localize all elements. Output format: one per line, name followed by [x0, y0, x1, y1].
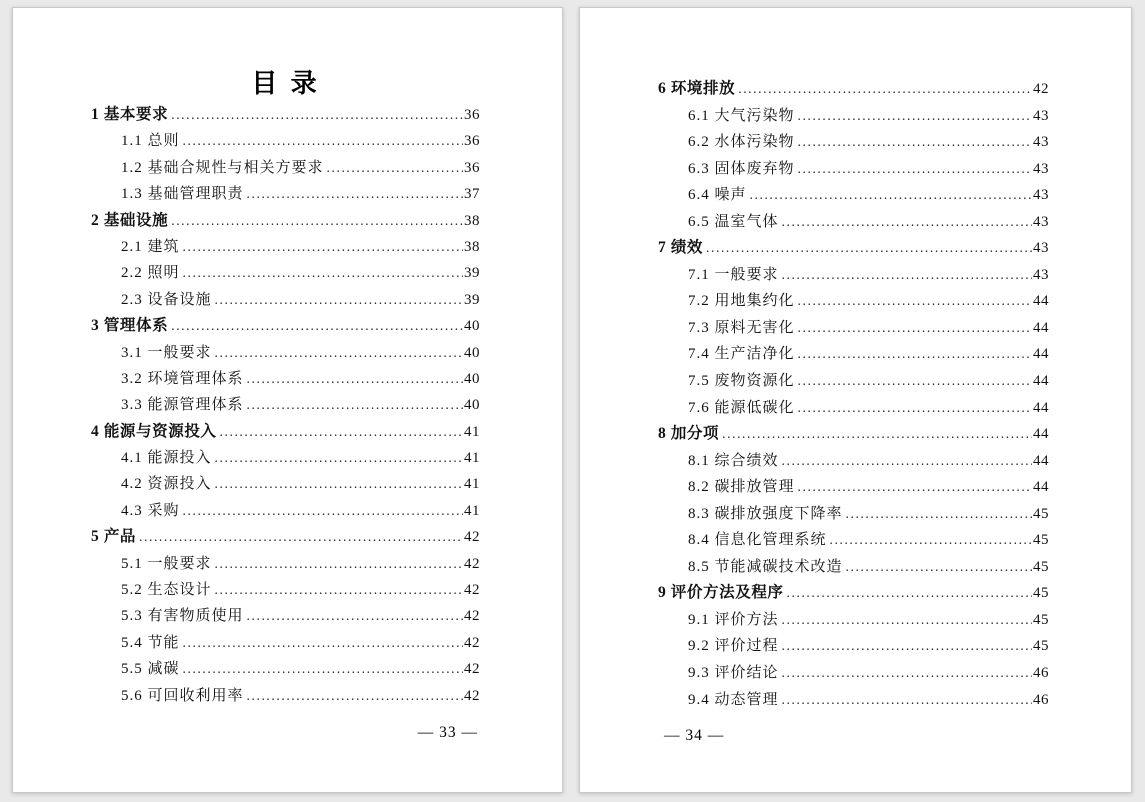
toc-entry [658, 156, 1049, 183]
toc-entry [91, 234, 480, 260]
toc-entry-label: 7.2 用地集约化 [688, 293, 795, 310]
toc-leader-dots [327, 155, 463, 181]
toc-entry-page: 45 [1033, 505, 1049, 522]
toc-entry-page: 43 [1033, 266, 1049, 283]
toc-entry-page: 44 [1033, 452, 1049, 469]
toc-entry-label: 5.4 节能 [121, 634, 180, 651]
toc-leader-dots [171, 102, 463, 128]
toc-entry [91, 340, 480, 366]
page-number-34: — 34 — [664, 727, 725, 744]
toc-entry [91, 445, 480, 471]
toc-entry-page: 42 [464, 608, 480, 625]
toc-leader-dots [750, 182, 1032, 209]
toc-entry [91, 498, 480, 524]
toc-entry [658, 580, 1049, 607]
toc-entry-page: 43 [1033, 160, 1049, 177]
toc-leader-dots [183, 260, 463, 286]
toc-entry [91, 683, 480, 709]
toc-entry-label: 5.1 一般要求 [121, 555, 212, 572]
toc-leader-dots [215, 445, 463, 471]
toc-entry-label: 4.1 能源投入 [121, 450, 212, 467]
toc-entry-page: 42 [464, 555, 480, 572]
toc-entry-label: 5 产品 [91, 528, 137, 546]
toc-leader-dots [798, 341, 1032, 368]
toc-entry-label: 7.4 生产洁净化 [688, 346, 795, 363]
toc-entry-label: 1 基本要求 [91, 106, 169, 123]
toc-entry-label: 6 环境排放 [658, 80, 736, 97]
page-33-content [91, 8, 480, 792]
toc-entry [91, 181, 480, 207]
toc-entry [91, 313, 480, 339]
toc-entry-label: 1.1 总则 [121, 133, 180, 150]
toc-entry-page: 44 [1033, 399, 1049, 416]
toc-leader-dots [215, 577, 463, 603]
toc-entry-page: 44 [1033, 293, 1049, 310]
toc-entry-label: 5.2 生态设计 [121, 582, 212, 599]
toc-entry-page: 41 [464, 476, 480, 493]
toc-entry-page: 45 [1033, 585, 1049, 602]
toc-entry [91, 260, 480, 286]
toc-entry-page: 39 [464, 265, 480, 282]
page-34 [579, 7, 1132, 793]
toc-entry-label: 2.3 设备设施 [121, 291, 212, 308]
toc-leader-dots [787, 580, 1032, 607]
page-number-33: — 33 — [417, 724, 478, 741]
toc-entry-page: 45 [1033, 638, 1049, 655]
toc-leader-dots [782, 448, 1032, 475]
toc-entry-label: 9.4 动态管理 [688, 691, 779, 708]
toc-entry-page: 44 [1033, 426, 1049, 443]
toc-entry [91, 524, 480, 550]
toc-entry-label: 6.5 温室气体 [688, 213, 779, 230]
toc-entry [658, 103, 1049, 130]
toc-entry-label: 8 加分项 [658, 425, 720, 443]
toc-entry-label: 1.3 基础管理职责 [121, 186, 244, 203]
toc-leader-dots [798, 103, 1032, 130]
toc-leader-dots [782, 209, 1032, 236]
toc-entry-label: 7.5 废物资源化 [688, 373, 795, 390]
toc-entry-label: 2 基础设施 [91, 211, 169, 229]
toc-entry-page: 38 [464, 238, 480, 255]
toc-entry-page: 43 [1033, 240, 1049, 257]
toc-entry [658, 368, 1049, 395]
toc-entry-page: 36 [464, 159, 480, 176]
toc-leader-dots [782, 607, 1032, 634]
toc-entry-page: 42 [464, 634, 480, 651]
toc-title: 目 录 [251, 68, 320, 98]
toc-entry [658, 76, 1049, 103]
toc-leader-dots [846, 501, 1032, 528]
toc-entry-label: 9.3 评价结论 [688, 665, 779, 682]
toc-leader-dots [247, 392, 463, 418]
toc-entry [91, 551, 480, 577]
toc-entry-page: 43 [1033, 187, 1049, 204]
toc-leader-dots [215, 340, 463, 366]
toc-entry-page: 44 [1033, 479, 1049, 496]
toc-entry-page: 42 [464, 661, 480, 678]
toc-entry [91, 208, 480, 234]
toc-entry [658, 129, 1049, 156]
toc-leader-dots [830, 527, 1032, 554]
toc-entry [91, 577, 480, 603]
toc-entry-page: 42 [1033, 81, 1049, 97]
toc-entry [658, 607, 1049, 634]
toc-entry [658, 448, 1049, 475]
toc-entry [91, 102, 480, 128]
toc-entry-page: 39 [464, 291, 480, 308]
toc-leader-dots [247, 181, 463, 207]
toc-entry-label: 3.3 能源管理体系 [121, 397, 244, 414]
toc-entry-page: 41 [464, 502, 480, 519]
toc-entry-page: 40 [464, 318, 480, 335]
toc-entry-page: 40 [464, 397, 480, 414]
toc-leader-dots [215, 471, 463, 497]
toc-entry-page: 44 [1033, 373, 1049, 390]
toc-leader-dots [183, 656, 463, 682]
toc-entry-page: 45 [1033, 558, 1049, 575]
toc-entry [91, 419, 480, 445]
toc-entry [91, 155, 480, 181]
toc-leader-dots [183, 234, 463, 260]
toc-entry [658, 501, 1049, 528]
toc-entry-label: 8.5 节能减碳技术改造 [688, 558, 843, 575]
toc-entry-label: 6.4 噪声 [688, 187, 747, 204]
page-34-content [658, 8, 1049, 792]
toc-entry [91, 471, 480, 497]
toc-entry-label: 4.2 资源投入 [121, 476, 212, 493]
toc-entry [658, 554, 1049, 581]
toc-leader-dots [798, 156, 1032, 183]
toc-entry-page: 42 [464, 687, 480, 704]
toc-leader-dots [846, 554, 1032, 581]
toc-entry [658, 633, 1049, 660]
toc-entry-label: 6.2 水体污染物 [688, 134, 795, 151]
toc-leader-dots [247, 366, 463, 392]
toc-entry-label: 9.2 评价过程 [688, 638, 779, 655]
toc-entry-page: 41 [464, 450, 480, 467]
toc-entry-label: 2.2 照明 [121, 265, 180, 282]
toc-leader-dots [215, 551, 463, 577]
toc-leader-dots [738, 76, 1032, 103]
toc-leader-dots [798, 474, 1032, 501]
toc-entry [91, 287, 480, 313]
toc-leader-dots [220, 419, 463, 445]
toc-entry-page: 44 [1033, 319, 1049, 336]
toc-leader-dots [798, 288, 1032, 315]
toc-entry-label: 7 绩效 [658, 239, 704, 257]
toc-entry-label: 2.1 建筑 [121, 238, 180, 255]
toc-leader-dots [171, 208, 463, 234]
toc-entry [91, 128, 480, 154]
toc-entry-label: 3.2 环境管理体系 [121, 370, 244, 387]
toc-list-left [91, 102, 480, 709]
toc-entry-page: 43 [1033, 134, 1049, 151]
toc-entry-page: 36 [464, 133, 480, 150]
toc-entry-label: 7.6 能源低碳化 [688, 399, 795, 416]
toc-entry-label: 3.1 一般要求 [121, 344, 212, 361]
toc-leader-dots [722, 421, 1032, 448]
toc-entry-label: 8.4 信息化管理系统 [688, 532, 827, 549]
toc-entry [91, 392, 480, 418]
toc-entry [658, 341, 1049, 368]
toc-entry-label: 5.6 可回收利用率 [121, 687, 244, 704]
toc-list-right [658, 76, 1049, 713]
toc-entry [91, 366, 480, 392]
toc-entry-label: 7.1 一般要求 [688, 266, 779, 283]
toc-entry [658, 182, 1049, 209]
toc-entry-page: 45 [1033, 532, 1049, 549]
toc-entry-label: 5.3 有害物质使用 [121, 608, 244, 625]
toc-entry-label: 9 评价方法及程序 [658, 584, 784, 602]
toc-entry-label: 4 能源与资源投入 [91, 422, 217, 440]
toc-leader-dots [798, 315, 1032, 342]
toc-entry-page: 43 [1033, 107, 1049, 124]
toc-entry [658, 235, 1049, 262]
toc-leader-dots [183, 630, 463, 656]
toc-leader-dots [247, 683, 463, 709]
toc-leader-dots [782, 262, 1032, 289]
toc-leader-dots [798, 395, 1032, 422]
toc-entry [658, 209, 1049, 236]
toc-leader-dots [171, 313, 463, 339]
toc-entry-page: 38 [464, 212, 480, 229]
toc-entry-page: 40 [464, 344, 480, 361]
toc-entry-label: 1.2 基础合规性与相关方要求 [121, 159, 324, 176]
toc-entry-page: 44 [1033, 346, 1049, 363]
toc-leader-dots [139, 524, 463, 550]
toc-leader-dots [183, 498, 463, 524]
toc-entry [91, 656, 480, 682]
toc-leader-dots [798, 129, 1032, 156]
toc-leader-dots [247, 603, 463, 629]
toc-entry-page: 40 [464, 370, 480, 387]
toc-entry [658, 288, 1049, 315]
toc-entry-label: 9.1 评价方法 [688, 611, 779, 628]
toc-entry-page: 37 [464, 186, 480, 203]
toc-leader-dots [706, 235, 1032, 262]
toc-leader-dots [782, 660, 1032, 687]
toc-entry [91, 630, 480, 656]
toc-entry-page: 41 [464, 423, 480, 440]
toc-entry-label: 8.1 综合绩效 [688, 452, 779, 469]
toc-entry-label: 6.1 大气污染物 [688, 107, 795, 124]
toc-entry [658, 262, 1049, 289]
toc-entry-page: 43 [1033, 213, 1049, 230]
toc-entry [658, 527, 1049, 554]
toc-entry [91, 603, 480, 629]
toc-entry-label: 8.3 碳排放强度下降率 [688, 505, 843, 522]
toc-leader-dots [798, 368, 1032, 395]
toc-entry-page: 45 [1033, 611, 1049, 628]
toc-entry-page: 46 [1033, 665, 1049, 682]
toc-entry-page: 46 [1033, 691, 1049, 708]
toc-entry-label: 6.3 固体废弃物 [688, 160, 795, 177]
toc-leader-dots [782, 633, 1032, 660]
toc-entry-label: 8.2 碳排放管理 [688, 479, 795, 496]
toc-leader-dots [782, 687, 1032, 714]
toc-leader-dots [215, 287, 463, 313]
toc-entry-label: 7.3 原料无害化 [688, 319, 795, 336]
toc-entry [658, 660, 1049, 687]
toc-entry [658, 687, 1049, 714]
toc-entry-label: 5.5 减碳 [121, 661, 180, 678]
toc-entry-page: 42 [464, 582, 480, 599]
toc-leader-dots [183, 128, 463, 154]
toc-entry [658, 421, 1049, 448]
toc-entry-label: 3 管理体系 [91, 317, 169, 335]
toc-entry-page: 36 [464, 107, 480, 123]
toc-entry [658, 315, 1049, 342]
toc-entry [658, 395, 1049, 422]
toc-entry-page: 42 [464, 529, 480, 546]
toc-entry [658, 474, 1049, 501]
toc-entry-label: 4.3 采购 [121, 502, 180, 519]
page-33 [12, 7, 563, 793]
